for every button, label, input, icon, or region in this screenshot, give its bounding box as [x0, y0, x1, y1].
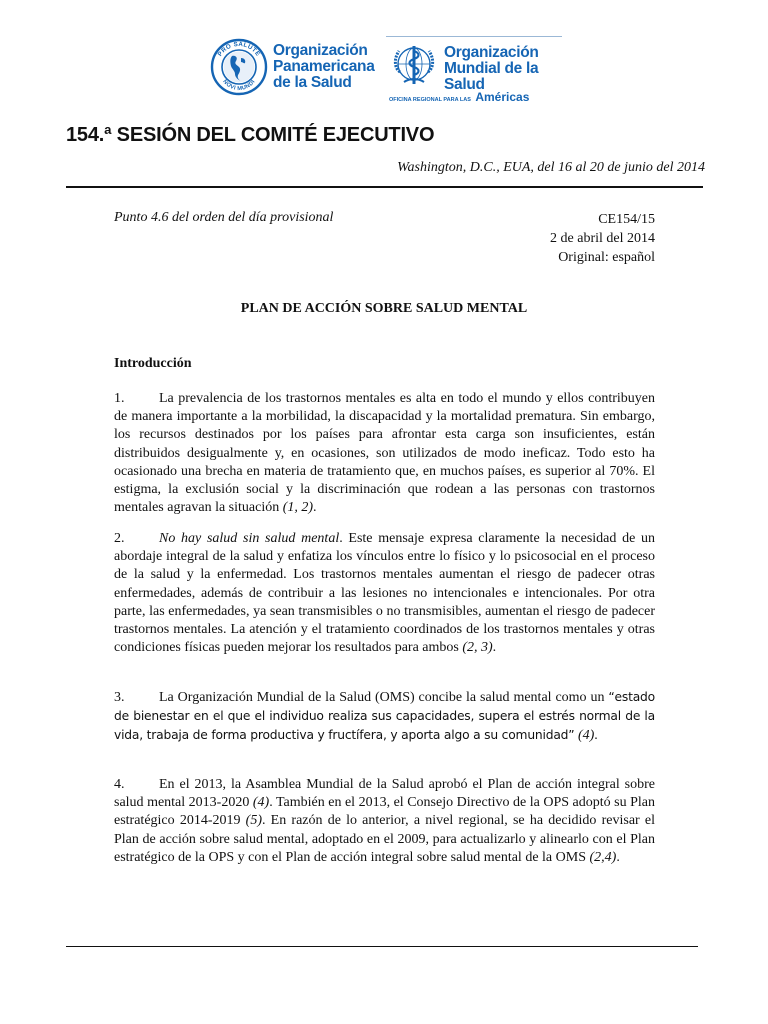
- ops-ring-bottom: NOVI MUNDI: [221, 78, 257, 93]
- paragraph-text-a: En el 2013, la Asamblea Mundial de la Salud aprobó el Plan de acción integral sobre salud mental 2013-2020: [114, 777, 655, 811]
- paragraph-lead: No hay salud sin salud mental: [159, 531, 340, 546]
- paragraph-text: La prevalencia de los trastornos mentales es alta en todo el mundo y ellos contribuyen de manera importante a la morbilidad, la discapacidad y la mortalidad prematura. Sin embargo, los recursos destinados por los países para afrontar esta carga son insuficientes, están distribuidos desigualmente y, en ocasiones, son utilizados de modo ineficaz. Todo esto ha ocasionado una brecha en materia de tratamiento que, en muchos países, es superior al 70%. El estigma, la exclusión social y la discriminación que rodean a las personas con trastornos mentales agravan la situación: [114, 391, 655, 516]
- header-divider: [66, 186, 703, 188]
- citation: (2, 3): [462, 640, 493, 656]
- paragraph-text-b: . También en el 2013, el Consejo Directivo de la OPS adoptó su Plan estratégico 2014-2019: [114, 795, 656, 829]
- who-emblem-icon: [388, 38, 440, 90]
- who-definition-quote: “estado de bienestar en el que el individuo realiza sus capacidades, supera el estrés normal de la vida, trabaja de forma productiva y fructífera, y aporta algo a su comunidad”: [114, 690, 655, 743]
- document-original-language: Original: español: [558, 250, 655, 265]
- paragraph-text: . Este mensaje expresa claramente la necesidad de un abordaje integral de la salud y enfatiza los vínculos entre lo físico y lo psicosocial en el proceso de la salud y la enfermedad. Los trastornos mentales aumentan el riesgo de padecer otras enfermedades, además de contribuir a las lesiones no intencionales e intencionales. Por otra parte, las enfermedades, ya sean transmisibles o no transmisibles, aumentan el riesgo de padecer trastornos mentales. La atención y el tratamiento coordinados de los trastornos mentales y otras condiciones físicas pueden mejorar los resultados para ambos: [114, 531, 655, 656]
- paragraph-2: [114, 530, 655, 657]
- paragraph-end: .: [492, 640, 497, 656]
- document-code: CE154/15: [598, 212, 655, 227]
- paragraph-4: [114, 776, 655, 867]
- ops-logo: [210, 38, 375, 98]
- paragraph-number: 1.: [114, 391, 125, 406]
- session-title: 154.ª SESIÓN DEL COMITÉ EJECUTIVO: [66, 124, 435, 146]
- ops-emblem-icon: [210, 38, 268, 96]
- paragraph-1: [114, 390, 655, 517]
- section-heading-introduction: Introducción: [114, 356, 192, 371]
- citation: (4): [252, 795, 270, 811]
- citation: (4): [577, 728, 595, 744]
- citation: (2,4): [589, 849, 617, 865]
- ops-name-line-3: de la Salud: [273, 74, 352, 91]
- footer-divider: [66, 946, 698, 947]
- ops-name: [273, 43, 375, 91]
- oms-name-line-2: Mundial de la Salud: [444, 60, 539, 93]
- paragraph-text: La Organización Mundial de la Salud (OMS) concibe la salud mental como un: [159, 690, 609, 705]
- citation: (5): [245, 813, 262, 829]
- ops-ring-top: PRO SALUTE: [216, 40, 262, 58]
- paragraph-3: [114, 688, 655, 746]
- paragraph-number: 2.: [114, 531, 125, 546]
- oms-regional-small: OFICINA REGIONAL PARA LAS: [389, 97, 471, 103]
- oms-name-line-1: Organización: [444, 44, 539, 61]
- document-info: [550, 210, 655, 267]
- place-date: Washington, D.C., EUA, del 16 al 20 de junio del 2014: [397, 160, 705, 175]
- document-date: 2 de abril del 2014: [550, 231, 655, 246]
- header-logos: [210, 34, 570, 104]
- paragraph-end: .: [313, 500, 317, 516]
- paragraph-number: 3.: [114, 690, 125, 705]
- paragraph-number: 4.: [114, 777, 125, 792]
- oms-regional-big: Américas: [475, 90, 530, 104]
- ops-name-line-1: Organización: [273, 42, 368, 59]
- paragraph-end: .: [594, 728, 598, 744]
- paragraph-end: .: [616, 849, 620, 865]
- agenda-item: Punto 4.6 del orden del día provisional: [114, 210, 334, 225]
- ops-name-line-2: Panamericana: [273, 58, 375, 75]
- oms-regional: [389, 88, 529, 106]
- oms-name: [444, 45, 578, 93]
- document-title: PLAN DE ACCIÓN SOBRE SALUD MENTAL: [240, 301, 528, 316]
- paragraph-text-c: . En razón de lo anterior, a nivel regional, se ha decidido revisar el Plan de acción sobre salud mental, adoptado en el 2009, para actualizarlo y alinearlo con el Plan estratégico de la OPS y con el Plan de acción integral sobre salud mental de la OMS: [114, 813, 655, 865]
- citation: (1, 2): [282, 500, 314, 516]
